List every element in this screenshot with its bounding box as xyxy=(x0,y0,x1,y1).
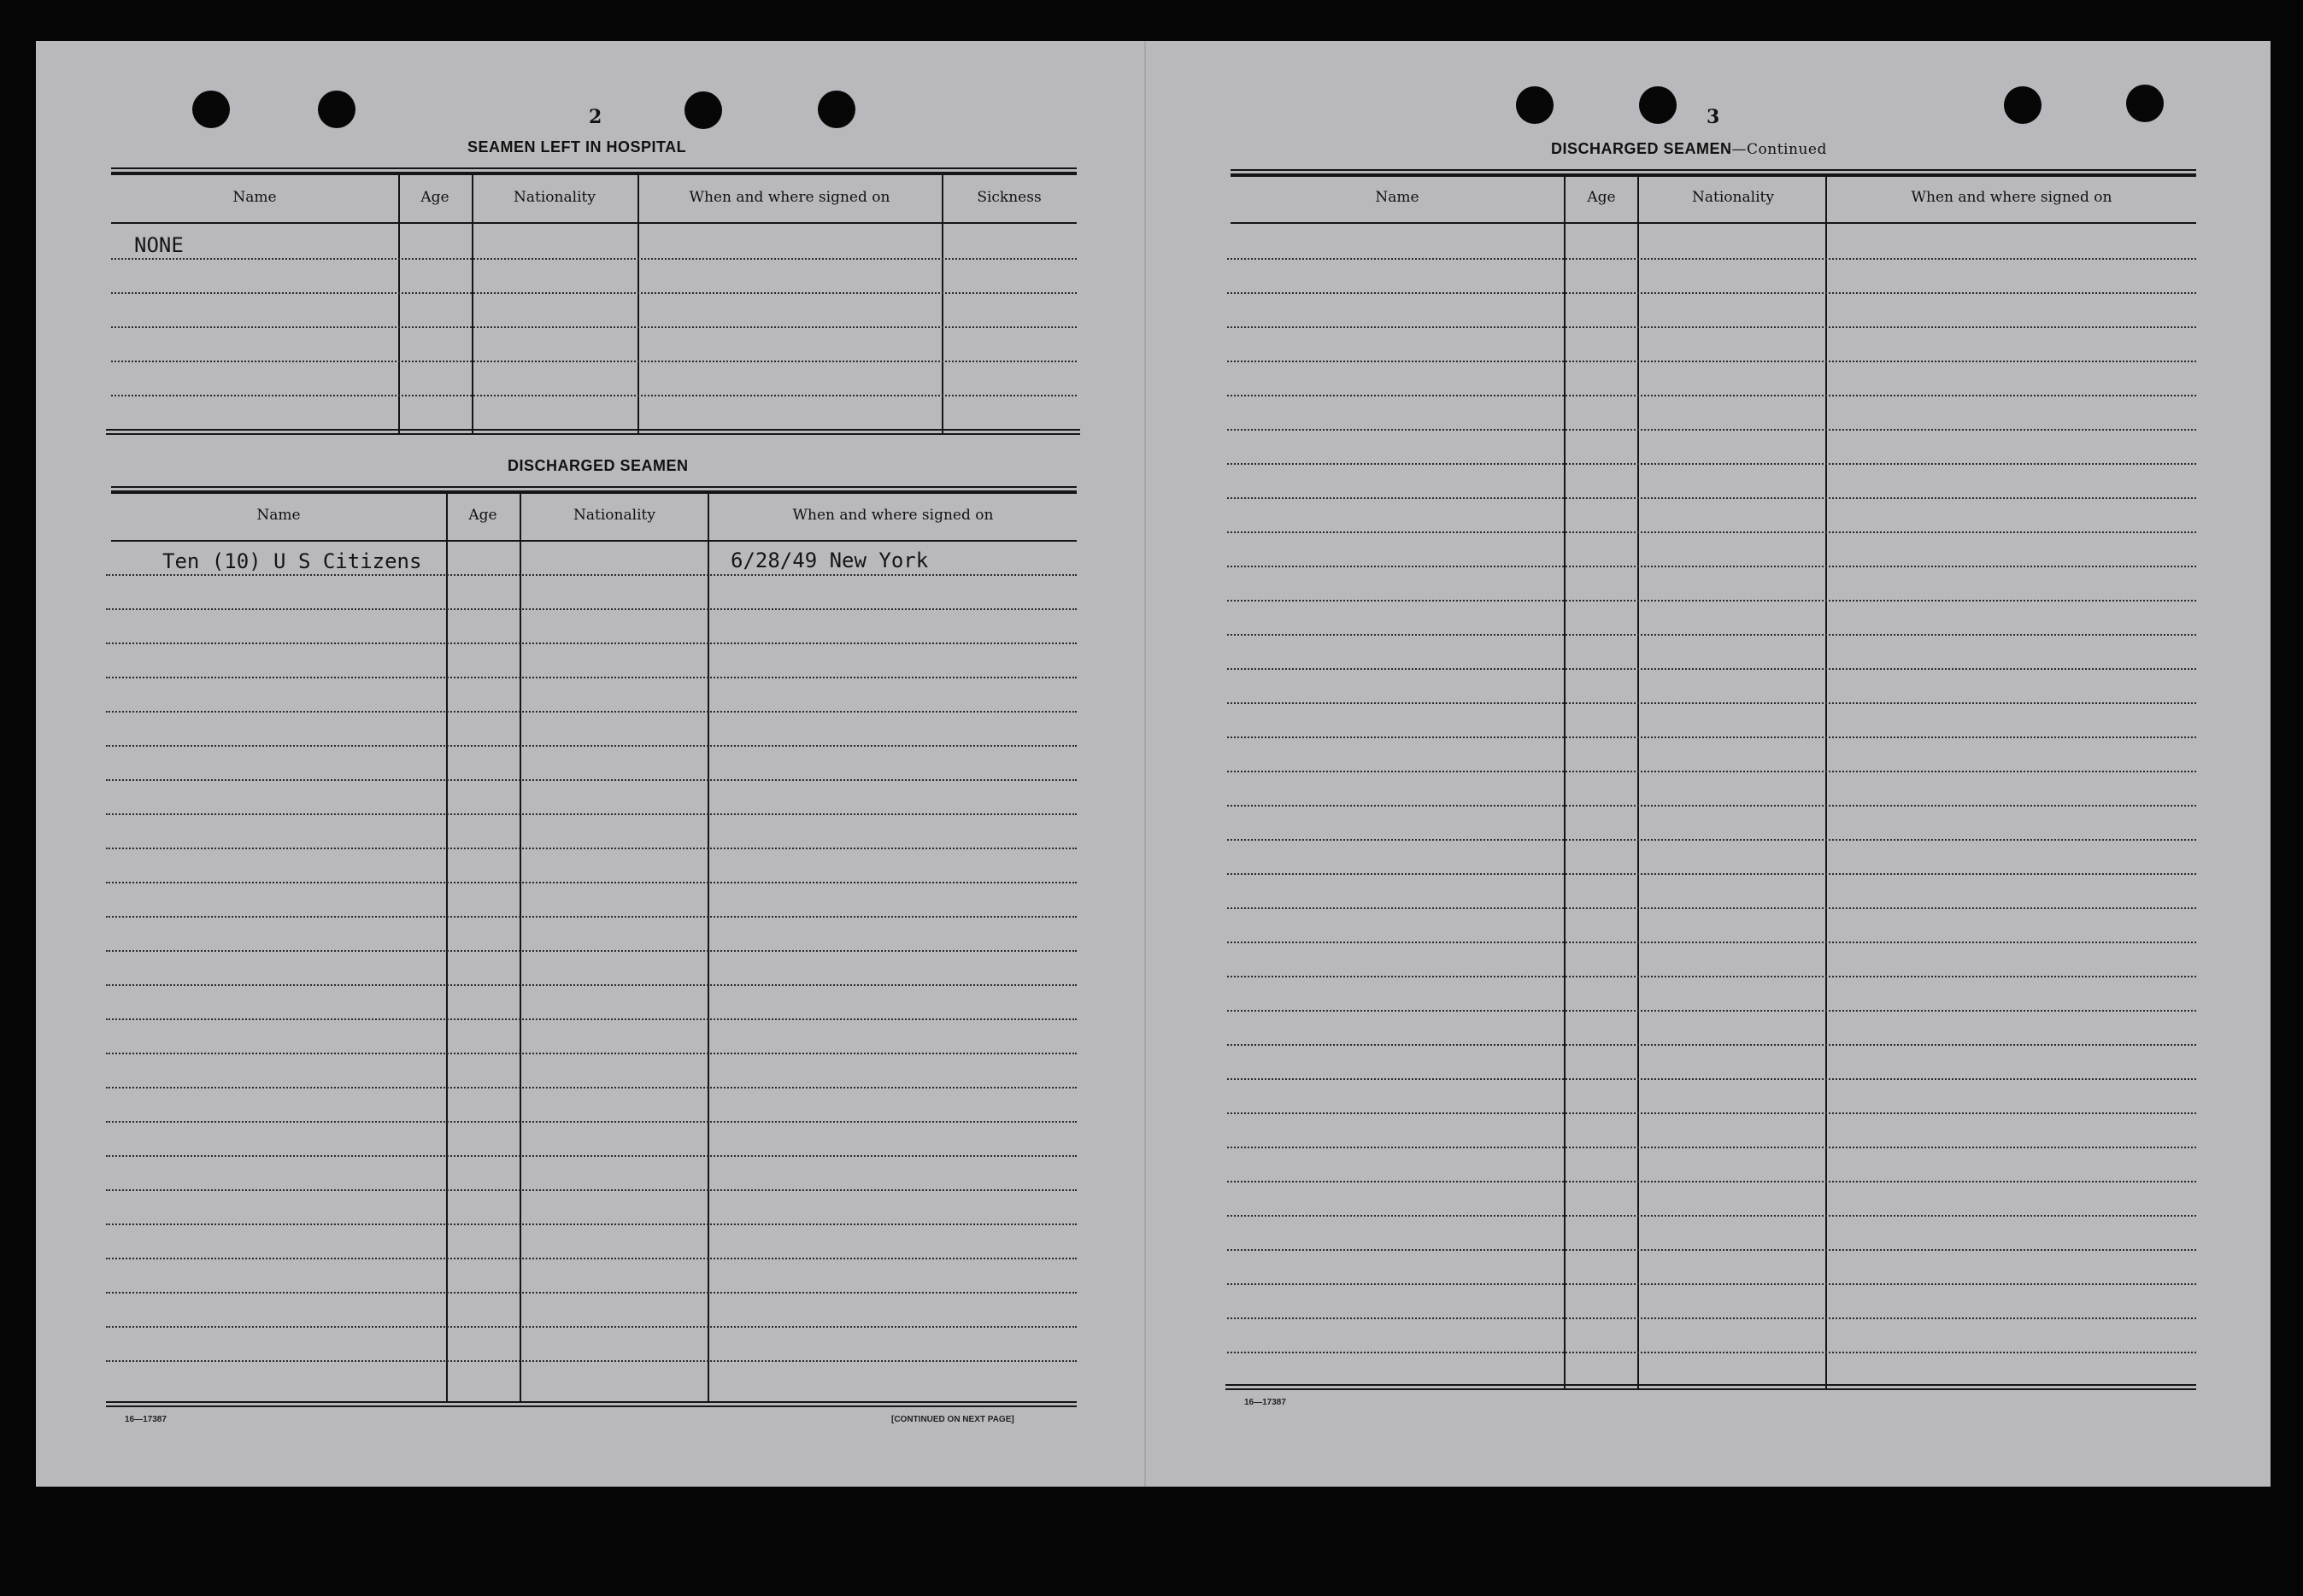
column-header-name: Name xyxy=(232,189,277,206)
row-line xyxy=(1227,1317,2196,1319)
row-line xyxy=(1227,1044,2196,1046)
row-line xyxy=(1227,1283,2196,1285)
punch-hole xyxy=(684,91,722,129)
punch-hole xyxy=(2004,86,2042,124)
row-line xyxy=(106,1258,1077,1259)
column-divider xyxy=(446,494,448,1403)
row-line xyxy=(1227,1147,2196,1148)
column-header-sickness: Sickness xyxy=(977,189,1042,206)
row-line xyxy=(1227,805,2196,807)
row-line xyxy=(1227,1249,2196,1251)
row-line xyxy=(106,984,1077,986)
table-bottom-rule xyxy=(1225,1388,2196,1390)
punch-hole xyxy=(818,91,855,128)
page-number: 2 xyxy=(589,106,602,128)
column-header-nationality: Nationality xyxy=(1692,189,1774,206)
punch-hole xyxy=(318,91,355,128)
table-bottom-rule xyxy=(106,429,1080,431)
row-line xyxy=(111,395,1077,396)
column-header-nationality: Nationality xyxy=(573,507,655,524)
column-header-name: Name xyxy=(1375,189,1419,206)
row-line xyxy=(1227,326,2196,328)
row-line xyxy=(106,916,1077,918)
row-line xyxy=(1227,1010,2196,1012)
row-line xyxy=(106,950,1077,952)
row-line xyxy=(1227,839,2196,841)
row-line xyxy=(1227,907,2196,909)
row-line xyxy=(1227,1215,2196,1217)
row-line xyxy=(111,292,1077,294)
header-underline xyxy=(1231,222,2196,224)
row-line xyxy=(106,1155,1077,1157)
row-line xyxy=(106,813,1077,815)
row-line xyxy=(1227,292,2196,294)
row-line xyxy=(1227,531,2196,533)
row-line xyxy=(1227,702,2196,704)
column-divider xyxy=(708,494,709,1403)
header-underline xyxy=(111,222,1077,224)
header-underline xyxy=(111,540,1077,542)
punch-hole xyxy=(2126,85,2164,122)
hospital-entry-name: NONE xyxy=(134,233,184,257)
punch-hole xyxy=(1639,86,1677,124)
row-line xyxy=(106,1326,1077,1328)
column-header-nationality: Nationality xyxy=(514,189,596,206)
page-fold xyxy=(1144,41,1146,1487)
row-line xyxy=(1227,873,2196,875)
page-number: 3 xyxy=(1707,106,1720,128)
column-header-signed-on: When and where signed on xyxy=(1911,189,2112,206)
hospital-section-title: SEAMEN LEFT IN HOSPITAL xyxy=(467,138,687,155)
row-line xyxy=(1227,771,2196,772)
row-line xyxy=(1227,463,2196,465)
row-line xyxy=(1227,600,2196,601)
row-line xyxy=(106,711,1077,713)
row-line xyxy=(106,1360,1077,1362)
row-line xyxy=(1227,634,2196,636)
row-line xyxy=(106,1018,1077,1020)
punch-hole xyxy=(1516,86,1554,124)
row-line xyxy=(106,1087,1077,1088)
row-line xyxy=(111,258,1077,260)
column-header-age: Age xyxy=(1587,189,1616,206)
row-line xyxy=(106,1053,1077,1054)
row-line xyxy=(106,1223,1077,1225)
table-bottom-rule xyxy=(1225,1384,2196,1386)
row-line xyxy=(1227,395,2196,396)
table-top-rule xyxy=(1231,169,2196,171)
table-bottom-rule xyxy=(106,1405,1077,1407)
form-number: 16—17387 xyxy=(125,1415,167,1424)
row-line xyxy=(106,848,1077,849)
discharged-section-title: DISCHARGED SEAMEN xyxy=(508,457,689,474)
row-line xyxy=(106,1121,1077,1123)
row-line xyxy=(106,608,1077,610)
row-line xyxy=(106,574,1077,576)
row-line xyxy=(106,745,1077,747)
title-suffix: —Continued xyxy=(1731,141,1827,158)
column-header-age: Age xyxy=(468,507,497,524)
discharged-entry-name: Ten (10) U S Citizens xyxy=(162,549,422,573)
row-line xyxy=(106,677,1077,678)
column-divider xyxy=(520,494,521,1403)
row-line xyxy=(106,882,1077,883)
row-line xyxy=(106,1189,1077,1191)
table-top-rule xyxy=(111,486,1077,488)
column-header-age: Age xyxy=(420,189,449,206)
table-bottom-rule xyxy=(106,433,1080,435)
row-line xyxy=(1227,429,2196,431)
row-line xyxy=(1227,736,2196,738)
table-top-rule xyxy=(111,490,1077,494)
row-line xyxy=(106,779,1077,781)
column-header-signed-on: When and where signed on xyxy=(689,189,890,206)
row-line xyxy=(1227,566,2196,567)
column-divider xyxy=(1825,177,1827,1388)
column-header-name: Name xyxy=(256,507,301,524)
continued-note: [CONTINUED ON NEXT PAGE] xyxy=(891,1415,1014,1424)
form-number: 16—17387 xyxy=(1244,1398,1286,1407)
row-line xyxy=(1227,942,2196,943)
table-bottom-rule xyxy=(106,1401,1077,1403)
table-top-rule xyxy=(111,167,1077,169)
column-divider xyxy=(1637,177,1639,1388)
table-top-rule xyxy=(1231,173,2196,177)
discharged-entry-signed-on: 6/28/49 New York xyxy=(731,549,929,572)
row-line xyxy=(1227,258,2196,260)
row-line xyxy=(1227,976,2196,977)
title-text: DISCHARGED SEAMEN xyxy=(1551,140,1732,157)
row-line xyxy=(1227,1352,2196,1353)
row-line xyxy=(1227,1181,2196,1182)
column-header-signed-on: When and where signed on xyxy=(792,507,994,524)
row-line xyxy=(1227,497,2196,499)
row-line xyxy=(1227,1112,2196,1114)
row-line xyxy=(111,361,1077,362)
row-line xyxy=(1227,361,2196,362)
row-line xyxy=(1227,1078,2196,1080)
punch-hole xyxy=(192,91,230,128)
row-line xyxy=(106,643,1077,644)
table-top-rule xyxy=(111,172,1077,175)
row-line xyxy=(1227,668,2196,670)
discharged-continued-title xyxy=(1551,140,1827,158)
row-line xyxy=(106,1292,1077,1294)
column-divider xyxy=(1564,177,1566,1388)
row-line xyxy=(111,326,1077,328)
